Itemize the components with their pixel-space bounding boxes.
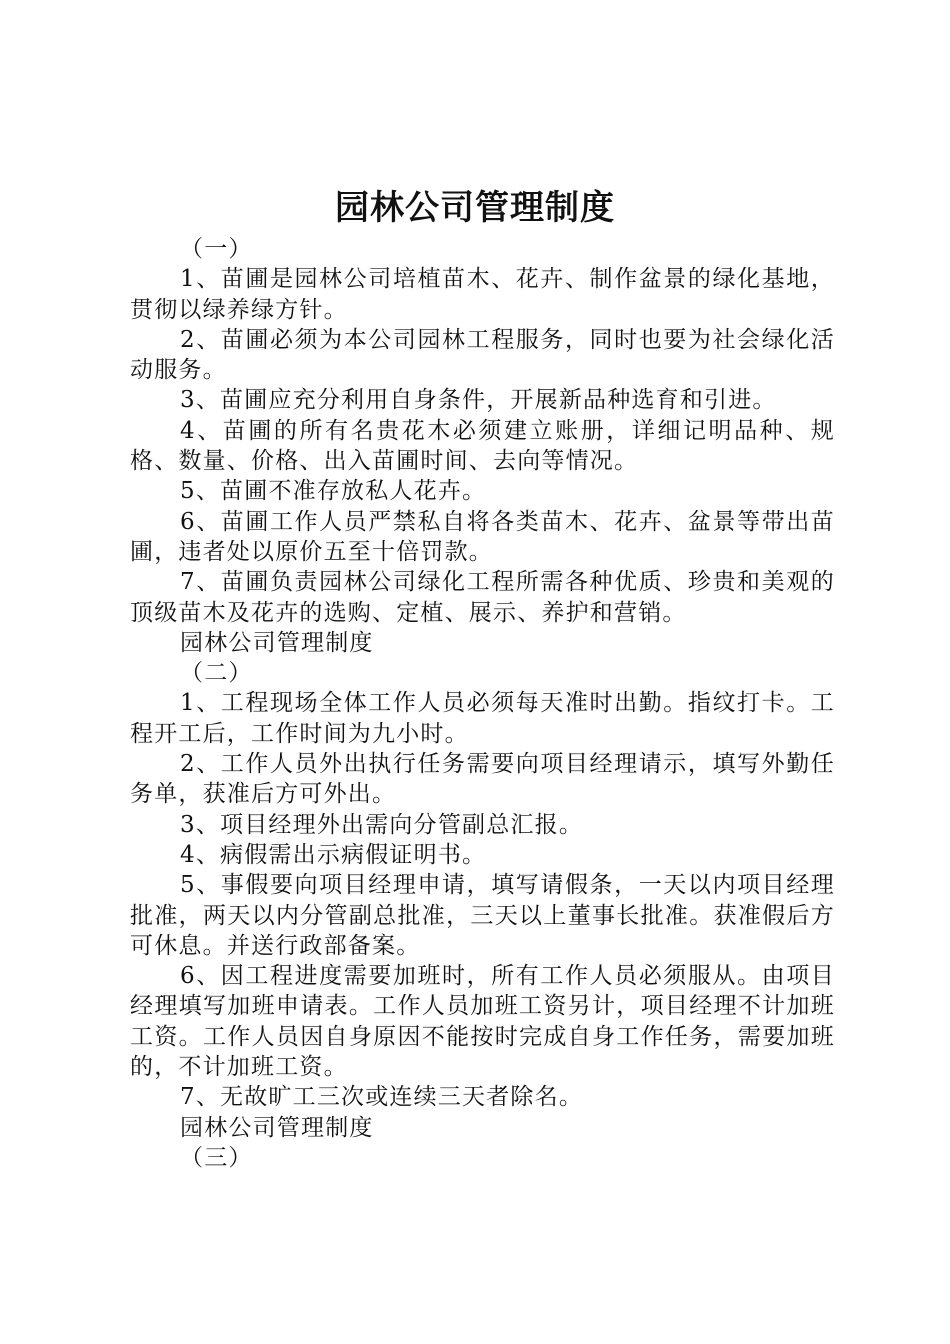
paragraph: 5、苗圃不准存放私人花卉。 [180,478,487,505]
paragraph: 4、病假需出示病假证明书。 [180,841,487,868]
document-body [130,234,835,1173]
section-label: （三） [180,1144,253,1171]
paragraph: 7、无故旷工三次或连续三天者除名。 [180,1084,584,1111]
paragraph: 3、苗圃应充分利用自身条件，开展新品种选育和引进。 [180,387,777,414]
paragraph: 2、工作人员外出执行任务需要向项目经理请示，填写外勤任务单，获准后方可外出。 [130,751,835,808]
paragraph: 7、苗圃负责园林公司绿化工程所需各种优质、珍贵和美观的顶级苗木及花卉的选购、定植、展示、养护和营销。 [130,569,835,626]
section-heading: 园林公司管理制度 [180,629,374,656]
paragraph: 4、苗圃的所有名贵花木必须建立账册，详细记明品种、规格、数量、价格、出入苗圃时间、去向等情况。 [130,417,835,475]
section-heading: 园林公司管理制度 [180,1114,374,1141]
paragraph: 6、苗圃工作人员严禁私自将各类苗木、花卉、盆景等带出苗圃，违者处以原价五至十倍罚款。 [130,508,835,565]
paragraph: 6、因工程进度需要加班时，所有工作人员必须服从。由项目经理填写加班申请表。工作人员加班工资另计，项目经理不计加班工资。工作人员因自身原因不能按时完成自身工作任务，需要加班的，不计加班工资。 [130,963,835,1081]
paragraph: 2、苗圃必须为本公司园林工程服务，同时也要为社会绿化活动服务。 [130,326,835,384]
section-label: （一） [180,236,253,262]
paragraph: 1、苗圃是园林公司培植苗木、花卉、制作盆景的绿化基地，贯彻以绿养绿方针。 [130,266,835,323]
section-label: （二） [180,660,253,687]
document-title: 园林公司管理制度 [335,188,615,228]
paragraph: 3、项目经理外出需向分管副总汇报。 [180,811,584,838]
paragraph: 5、事假要向项目经理申请，填写请假条，一天以内项目经理批准，两天以内分管副总批准，三天以上董事长批准。获准假后方可休息。并送行政部备案。 [130,872,835,959]
paragraph: 1、工程现场全体工作人员必须每天准时出勤。指纹打卡。工程开工后，工作时间为九小时。 [130,690,835,747]
